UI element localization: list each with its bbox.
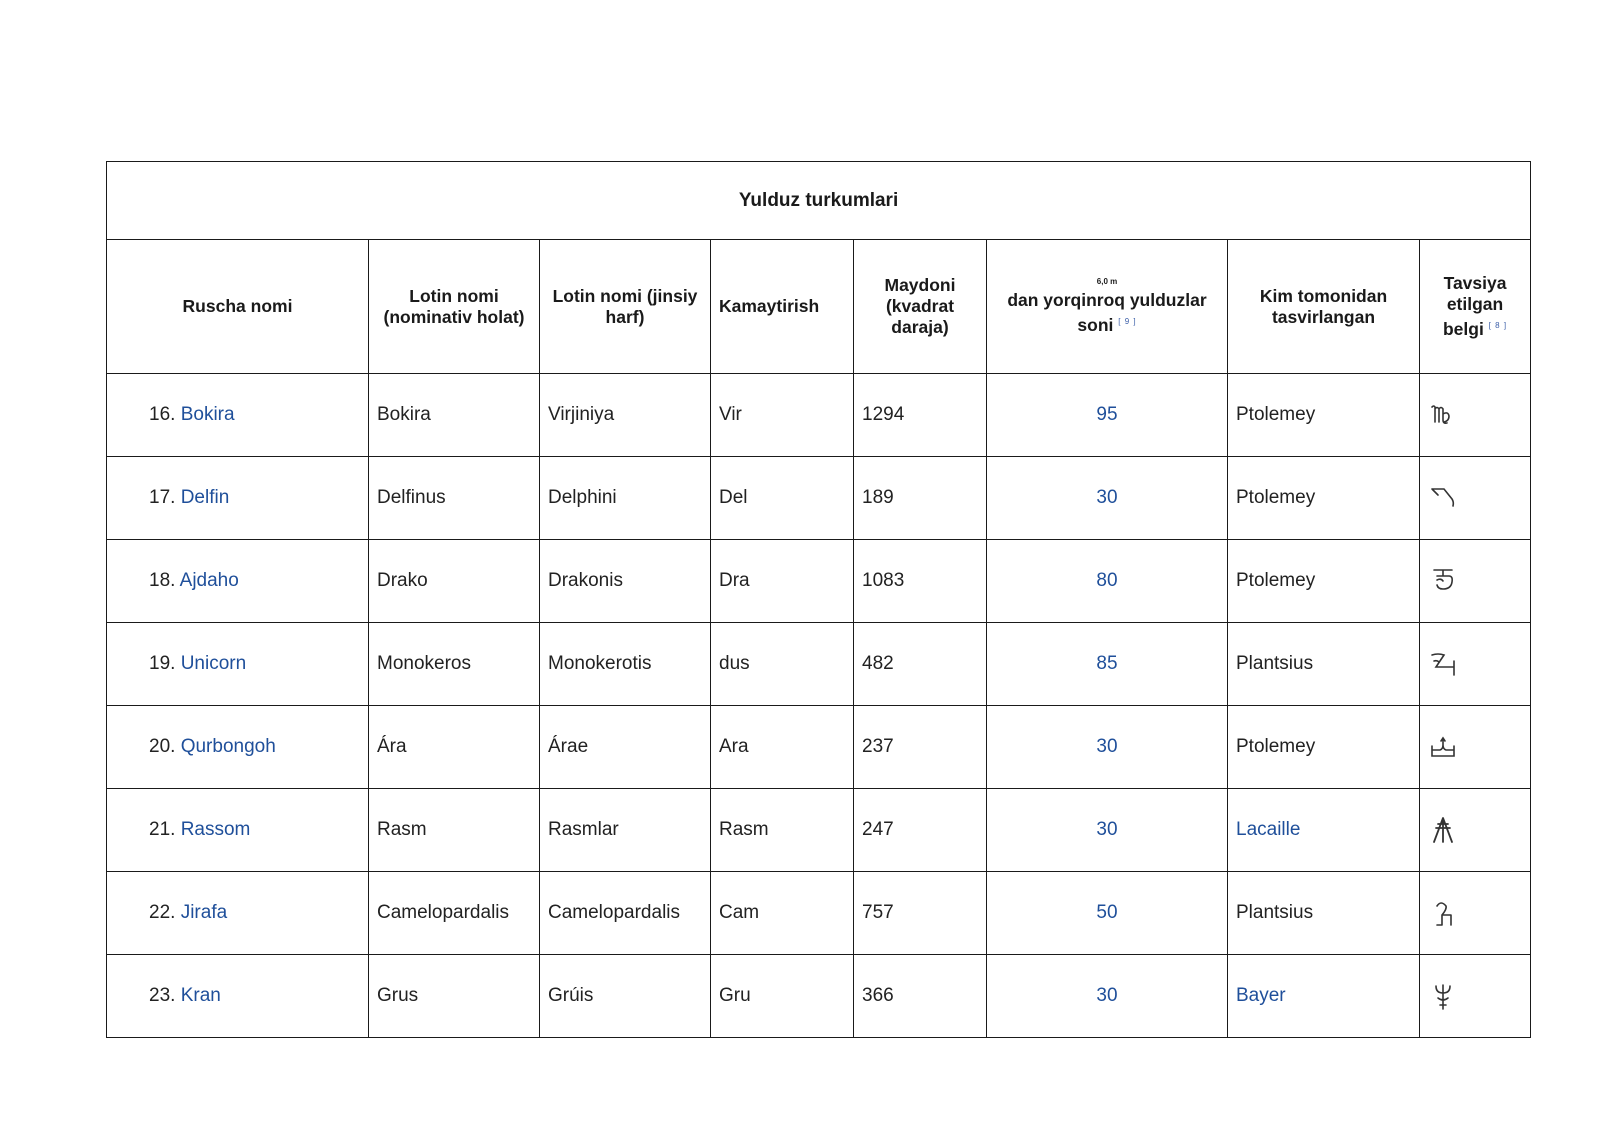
cell-author [1228,457,1420,540]
cell-ruscha-nomi [107,789,369,872]
cell-symbol [1420,374,1531,457]
cell-author [1228,374,1420,457]
unicorn-icon [1428,649,1458,679]
cell-author [1228,540,1420,623]
table-row [107,872,1531,955]
constellation-name-link[interactable]: Unicorn [180,653,247,674]
row-index: 16. [149,404,176,425]
cell-abbreviation: Dra [711,540,854,623]
cell-genitive: Camelopardalis [540,872,711,955]
cell-genitive: Virjiniya [540,374,711,457]
cell-star-count-link[interactable]: 30 [987,789,1228,872]
header-kamaytirish: Kamaytirish [711,240,854,374]
constellation-name-link[interactable]: Qurbongoh [180,736,276,757]
easel-icon [1428,815,1458,845]
cell-genitive: Delphini [540,457,711,540]
cell-ruscha-nomi [107,623,369,706]
cell-abbreviation: Gru [711,955,854,1038]
author-text: Ptolemey [1236,736,1316,757]
header-magnitude-note: 6,0 m [1096,277,1118,287]
cell-nominative: Camelopardalis [369,872,540,955]
cell-ruscha-nomi [107,457,369,540]
cell-area: 757 [854,872,987,955]
cell-symbol [1420,706,1531,789]
cell-author [1228,789,1420,872]
dragon-icon [1428,566,1458,596]
cell-abbreviation: Rasm [711,789,854,872]
constellation-name-link[interactable]: Delfin [180,487,230,508]
cell-abbreviation: Del [711,457,854,540]
cell-nominative: Bokira [369,374,540,457]
cell-star-count-link[interactable]: 50 [987,872,1228,955]
row-index: 17. [149,487,176,508]
cell-nominative: Drako [369,540,540,623]
header-kim-tomonidan: Kim tomonidan tasvirlangan [1228,240,1420,374]
crane-icon [1428,981,1458,1011]
cell-area: 237 [854,706,987,789]
header-lotin-nomi-jinsiy: Lotin nomi (jinsiy harf) [540,240,711,374]
cell-abbreviation: Ara [711,706,854,789]
cell-area: 1294 [854,374,987,457]
virgo-icon [1428,400,1458,430]
cell-symbol [1420,540,1531,623]
cell-area: 189 [854,457,987,540]
row-index: 18. [149,570,176,591]
cell-area: 482 [854,623,987,706]
row-index: 20. [149,736,176,757]
dolphin-icon [1428,483,1458,513]
author-link[interactable]: Bayer [1236,985,1286,1006]
cell-star-count-link[interactable]: 85 [987,623,1228,706]
cell-abbreviation: Cam [711,872,854,955]
cell-nominative: Grus [369,955,540,1038]
cell-star-count-link[interactable]: 30 [987,457,1228,540]
cell-author [1228,706,1420,789]
header-yulduzlar-label: dan yorqinroq yulduzlar soni [1007,290,1207,335]
row-index: 23. [149,985,176,1006]
constellation-name-link[interactable]: Rassom [180,819,251,840]
header-yulduzlar-soni [987,240,1228,374]
cell-nominative: Delfinus [369,457,540,540]
cell-abbreviation: dus [711,623,854,706]
cell-genitive: Grúis [540,955,711,1038]
table-row [107,955,1531,1038]
cell-author [1228,623,1420,706]
header-belgi-label: Tavsiya etilgan belgi [1442,273,1507,339]
header-tavsiya-belgi [1420,240,1531,374]
cell-author [1228,872,1420,955]
header-maydoni: Maydoni (kvadrat daraja) [854,240,987,374]
cell-genitive: Monokerotis [540,623,711,706]
author-text: Ptolemey [1236,487,1316,508]
cell-ruscha-nomi [107,540,369,623]
cell-ruscha-nomi [107,872,369,955]
header-lotin-nomi-nominativ: Lotin nomi (nominativ holat) [369,240,540,374]
altar-icon [1428,732,1458,762]
cell-area: 366 [854,955,987,1038]
constellation-name-link[interactable]: Kran [180,985,221,1006]
cell-symbol [1420,955,1531,1038]
cell-star-count-link[interactable]: 30 [987,706,1228,789]
table-header-row [107,240,1531,374]
constellation-name-link[interactable]: Jirafa [180,902,228,923]
table-row [107,789,1531,872]
constellation-name-link[interactable]: Ajdaho [179,570,239,591]
cell-area: 1083 [854,540,987,623]
cell-star-count-link[interactable]: 80 [987,540,1228,623]
author-text: Ptolemey [1236,404,1316,425]
cell-nominative: Monokeros [369,623,540,706]
author-text: Plantsius [1236,653,1314,674]
cell-author [1228,955,1420,1038]
table-row [107,706,1531,789]
cell-symbol [1420,623,1531,706]
cell-genitive: Rasmlar [540,789,711,872]
giraffe-icon [1428,898,1458,928]
author-text: Plantsius [1236,902,1314,923]
constellation-name-link[interactable]: Bokira [180,404,235,425]
cell-genitive: Árae [540,706,711,789]
author-link[interactable]: Lacaille [1236,819,1301,840]
cell-abbreviation: Vir [711,374,854,457]
row-index: 22. [149,902,176,923]
row-index: 19. [149,653,176,674]
cell-ruscha-nomi [107,374,369,457]
reference-link-9[interactable]: [ 9 ] [1118,317,1137,327]
cell-symbol [1420,789,1531,872]
table-caption: Yulduz turkumlari [107,162,1531,240]
cell-symbol [1420,872,1531,955]
cell-genitive: Drakonis [540,540,711,623]
cell-ruscha-nomi [107,955,369,1038]
author-text: Ptolemey [1236,570,1316,591]
table-row [107,457,1531,540]
cell-star-count-link[interactable]: 30 [987,955,1228,1038]
header-ruscha-nomi: Ruscha nomi [107,240,369,374]
reference-link-8[interactable]: [ 8 ] [1488,321,1508,331]
table-row [107,374,1531,457]
constellations-table [106,161,1531,1038]
cell-ruscha-nomi [107,706,369,789]
cell-nominative: Ára [369,706,540,789]
cell-area: 247 [854,789,987,872]
cell-symbol [1420,457,1531,540]
row-index: 21. [149,819,176,840]
cell-nominative: Rasm [369,789,540,872]
cell-star-count-link[interactable]: 95 [987,374,1228,457]
table-row [107,623,1531,706]
table-row [107,540,1531,623]
